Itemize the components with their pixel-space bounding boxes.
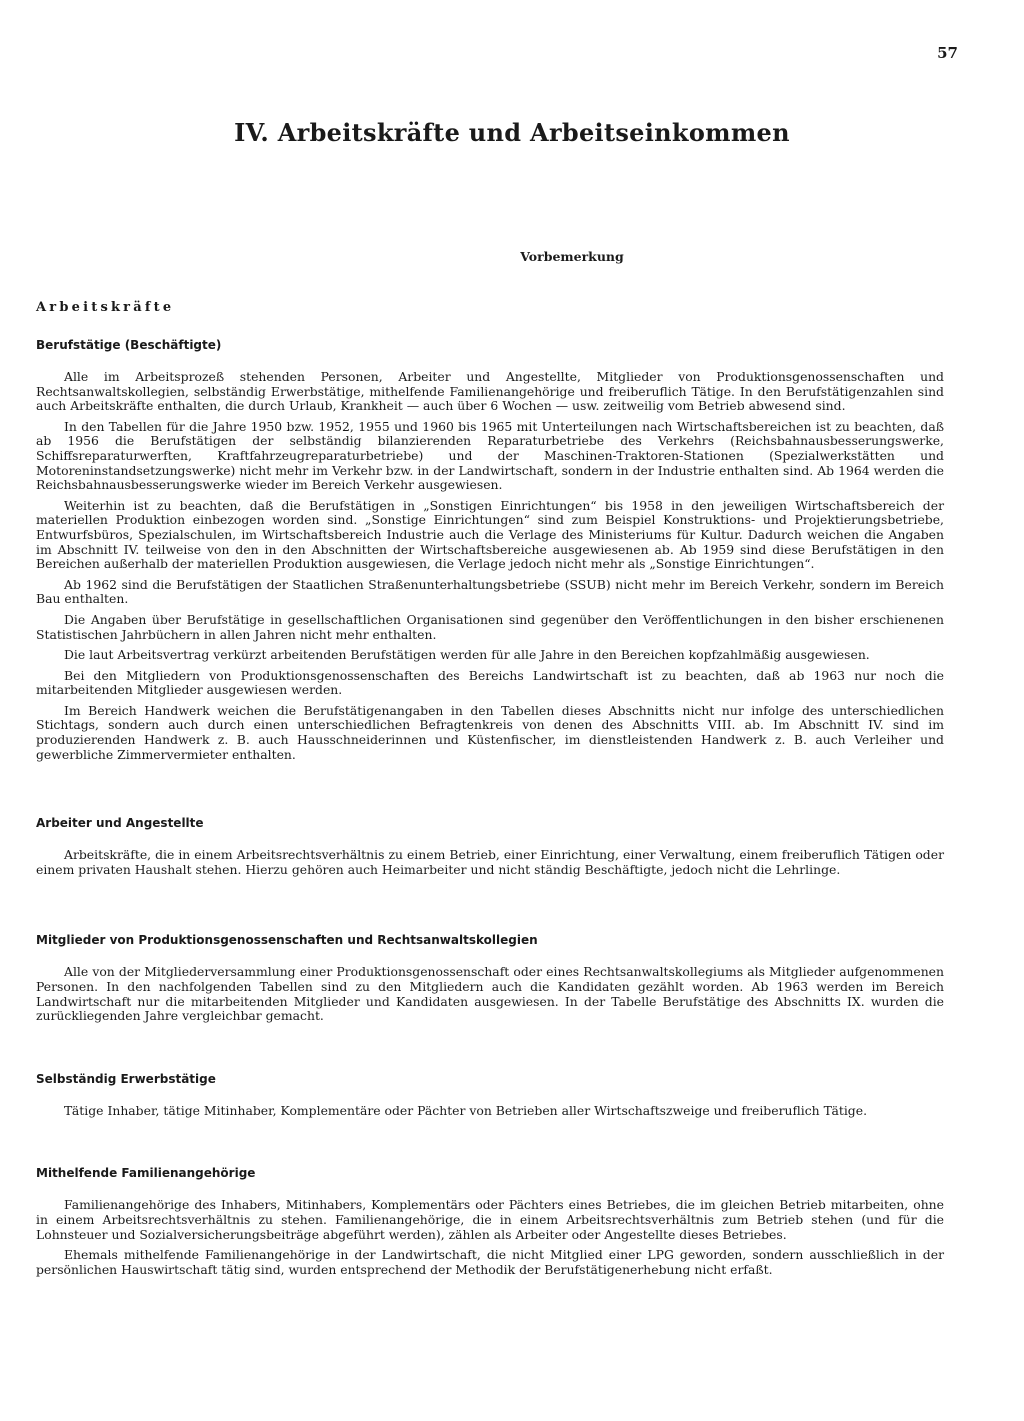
paragraph: Alle von der Mitgliederversammlung einer Produktionsgenossenschaft oder eines Rechtsanwaltskollegiums als Mitglieder aufgenommenen Personen. In den nachfolgenden Tabellen sind zu den Mitgliedern auch die Kandidaten gezählt worden. Ab 1963 werden im Bereich Landwirtschaft nur die mitarbeitenden Mitglieder und Kandidaten ausgewiesen. In der Tabelle Berufstätige des Abschnitts IX. wurden die zurückliegenden Jahre vergleichbar gemacht. (36, 964, 944, 1024)
paragraph: Bei den Mitgliedern von Produktionsgenossenschaften des Bereichs Landwirtschaft ist zu beachten, daß ab 1963 nur noch die mitarbeitenden Mitglieder ausgewiesen werden. (36, 667, 944, 698)
section-heading: Mitglieder von Produktionsgenossenschaften und Rechtsanwaltskollegien (36, 933, 538, 948)
section-heading: Berufstätige (Beschäftigte) (36, 338, 222, 352)
section-heading: Arbeiter und Angestellte (36, 816, 204, 831)
document-body (36, 300, 944, 1283)
paragraph: Ehemals mithelfende Familienangehörige in der Landwirtschaft, die nicht Mitglied einer LPG geworden, sondern ausschließlich in der persönlichen Hauswirtschaft tätig sind, wurden entsprechend der Methodik der Berufstätigenerhebung nicht erfaßt. (36, 1247, 944, 1277)
section-arbeiter-angestellte (36, 816, 944, 877)
page-number: 57 (937, 44, 958, 62)
section-selbstaendig-erwerbstaetige (36, 1072, 944, 1119)
paragraph: Die Angaben über Berufstätige in gesellschaftlichen Organisationen sind gegenüber den Veröffentlichungen in den bisher erschienenen Statistischen Jahrbüchern in allen Jahren nicht mehr enthalten. (36, 611, 944, 642)
preliminary-heading: Vorbemerkung (520, 249, 624, 264)
section-heading: Mithelfende Familienangehörige (36, 1166, 256, 1181)
paragraph: Ab 1962 sind die Berufstätigen der Staatlichen Straßenunterhaltungsbetriebe (SSUB) nicht mehr im Bereich Verkehr, sondern im Bereich Bau enthalten. (36, 576, 944, 607)
paragraph: In den Tabellen für die Jahre 1950 bzw. 1952, 1955 und 1960 bis 1965 mit Unterteilungen nach Wirtschaftsbereichen ist zu beachten, daß ab 1956 die Berufstätigen der selbständig bilanzierenden Reparaturbetriebe des Verkehrs (Reichsbahnausbesserungswerke, Schiffsreparaturwerften, Kraftfahrzeugreparaturbetriebe) und der Maschinen-Traktoren-Stationen (Spezialwerkstätten und Motoreninstandsetzungswerke) nicht mehr im Verkehr bzw. in der Landwirtschaft, sondern in der Industrie enthalten sind. Ab 1964 werden die Reichsbahnausbesserungswerke wieder im Bereich Verkehr ausgewiesen. (36, 418, 944, 493)
paragraph: Familienangehörige des Inhabers, Mitinhabers, Komplementärs oder Pächters eines Betriebes, die im gleichen Betrieb mitarbeiten, ohne in einem Arbeitsrechtsverhältnis zu stehen. Familienangehörige, die in einem Arbeitsrechtsverhältnis zum Betrieb stehen (und für die Lohnsteuer und Sozialversicherungsbeiträge abgeführt werden), zählen als Arbeiter oder Angestellte dieses Betriebes. (36, 1197, 944, 1242)
section-mitglieder-pg (36, 933, 944, 1023)
paragraph: Weiterhin ist zu beachten, daß die Berufstätigen in „Sonstigen Einrichtungen“ bis 1958 in den jeweiligen Wirtschaftsbereich der materiellen Produktion einbezogen worden sind. „Sonstige Einrichtungen“ sind zum Beispiel Konstruktions- und Projektierungsbetriebe, Entwurfsbüros, Spezialschulen, im Wirtschaftsbereich Industrie auch die Verlage des Ministeriums für Kultur. Dadurch weichen die Angaben im Abschnitt IV. teilweise von den in den Abschnitten der Wirtschaftsbereiche ausgewiesenen ab. Ab 1959 sind diese Berufstätigen in den Bereichen außerhalb der materiellen Produktion ausgewiesen, die Verlage jedoch nicht mehr als „Sonstige Einrichtungen“. (36, 497, 944, 572)
section-mithelfende-familienangehoerige (36, 1166, 944, 1277)
chapter-title: IV. Arbeitskräfte und Arbeitseinkommen (234, 118, 790, 147)
section-heading: Selbständig Erwerbstätige (36, 1071, 216, 1086)
paragraph: Im Bereich Handwerk weichen die Berufstätigenangaben in den Tabellen dieses Abschnitts nicht nur infolge des unterschiedlichen Stichtags, sondern auch durch einen unterschiedlichen Befragtenkreis von denen des Abschnitts VIII. ab. Im Abschnitt IV. sind im produzierenden Handwerk z. B. auch Hausschneiderinnen und Küstenfischer, im dienstleistenden Handwerk z. B. auch Verleiher und gewerbliche Zimmervermieter enthalten. (36, 702, 944, 762)
paragraph: Die laut Arbeitsvertrag verkürzt arbeitenden Berufstätigen werden für alle Jahre in den Bereichen kopfzahlmäßig ausgewiesen. (64, 647, 870, 663)
paragraph: Alle im Arbeitsprozeß stehenden Personen, Arbeiter und Angestellte, Mitglieder von Produktionsgenossenschaften und Rechtsanwaltskollegien, selbständig Erwerbstätige, mithelfende Familienangehörige und freiberuflich Tätige. In den Berufstätigenzahlen sind auch Arbeitskräfte enthalten, die durch Urlaub, Krankheit — auch über 6 Wochen — usw. zeitweilig vom Betrieb abwesend sind. (36, 369, 944, 414)
heading-arbeitskraefte: Arbeitskräfte (36, 300, 175, 315)
paragraph: Arbeitskräfte, die in einem Arbeitsrechtsverhältnis zu einem Betrieb, einer Einrichtung, einer Verwaltung, einem freiberuflich Tätigen oder einem privaten Haushalt stehen. Hierzu gehören auch Heimarbeiter und nicht ständig Beschäftigte, jedoch nicht die Lehrlinge. (36, 847, 944, 877)
paragraph: Tätige Inhaber, tätige Mitinhaber, Komplementäre oder Pächter von Betrieben aller Wirtschaftszweige und freiberuflich Tätige. (64, 1102, 868, 1118)
section-berufstaetige (36, 338, 944, 762)
